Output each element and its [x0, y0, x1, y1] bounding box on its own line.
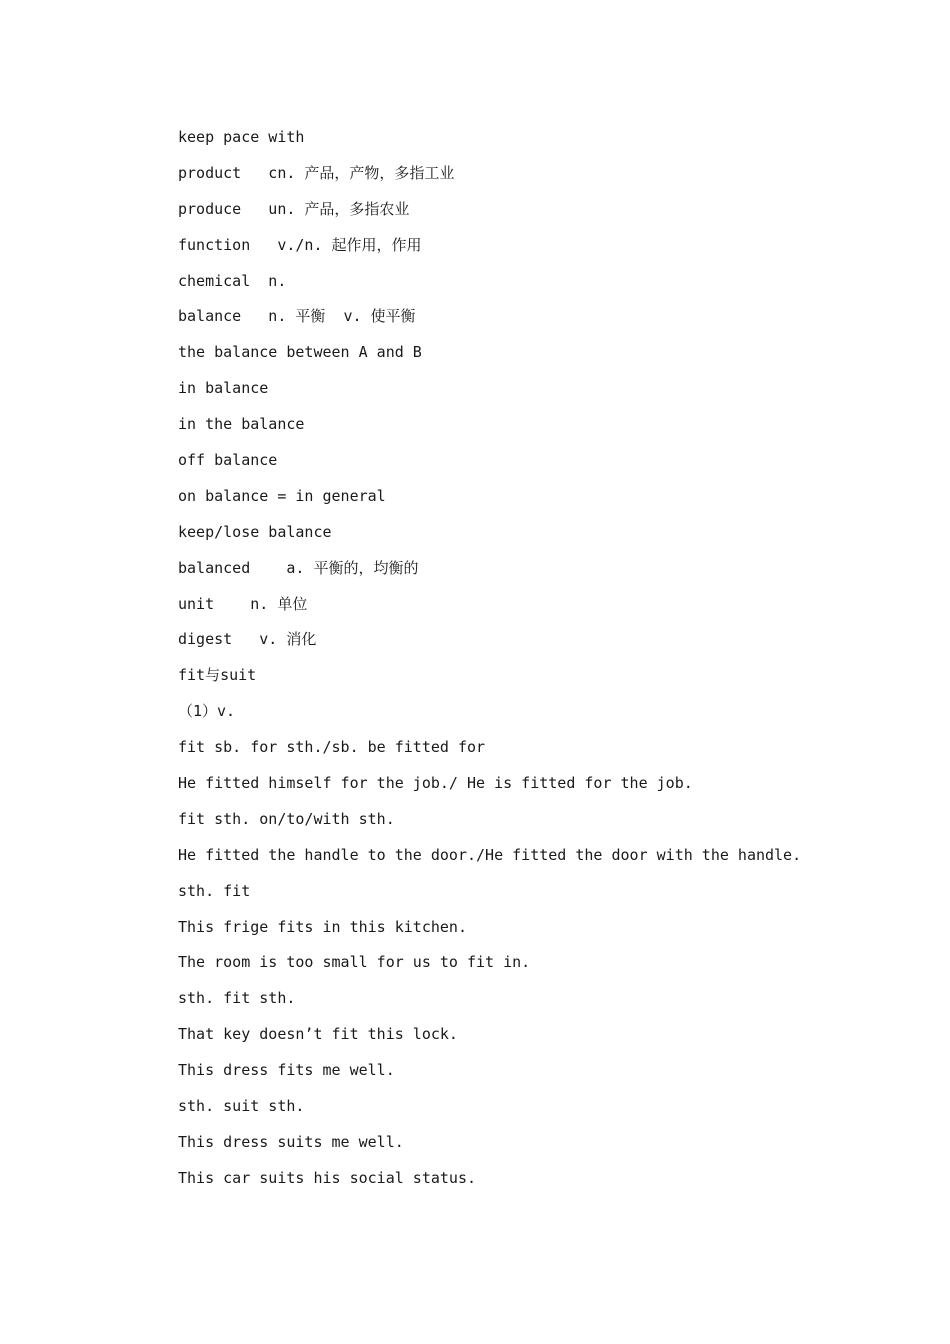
text-line: He fitted the handle to the door./He fitted the door with the handle.: [178, 845, 802, 864]
text-line: balanced a. 平衡的，均衡的: [178, 558, 419, 577]
text-line: This car suits his social status.: [178, 1168, 477, 1187]
text-line: keep pace with: [178, 128, 305, 146]
text-line: （1）v.: [178, 702, 236, 721]
text-line: unit n. 单位: [178, 594, 308, 613]
text-line: off balance: [178, 451, 278, 470]
text-line: sth. suit sth.: [178, 1097, 305, 1116]
text-line: This dress suits me well.: [178, 1132, 404, 1151]
text-line: in balance: [178, 379, 269, 398]
text-line: sth. fit sth.: [178, 989, 296, 1008]
text-line: He fitted himself for the job./ He is fitted for the job.: [178, 774, 693, 793]
text-line: keep/lose balance: [178, 522, 332, 541]
text-line: sth. fit: [178, 881, 251, 900]
text-line: chemical n.: [178, 271, 287, 290]
text-line: fit与suit: [178, 666, 257, 685]
text-line: function v./n. 起作用，作用: [178, 235, 422, 254]
text-line: the balance between A and B: [178, 343, 422, 362]
text-line: on balance = in general: [178, 486, 386, 505]
text-line: produce un. 产品，多指农业: [178, 199, 410, 218]
text-line: digest v. 消化: [178, 630, 317, 649]
document-body: [178, 126, 878, 1203]
text-line: That key doesn’t fit this lock.: [178, 1025, 458, 1044]
text-line: This dress fits me well.: [178, 1061, 395, 1080]
text-line: This frige fits in this kitchen.: [178, 917, 467, 936]
text-line: balance n. 平衡 v. 使平衡: [178, 307, 416, 326]
text-line: The room is too small for us to fit in.: [178, 953, 531, 972]
text-line: fit sb. for sth./sb. be fitted for: [178, 738, 486, 757]
text-line: in the balance: [178, 415, 305, 434]
text-line: product cn. 产品，产物，多指工业: [178, 163, 455, 182]
text-line: fit sth. on/to/with sth.: [178, 809, 395, 828]
